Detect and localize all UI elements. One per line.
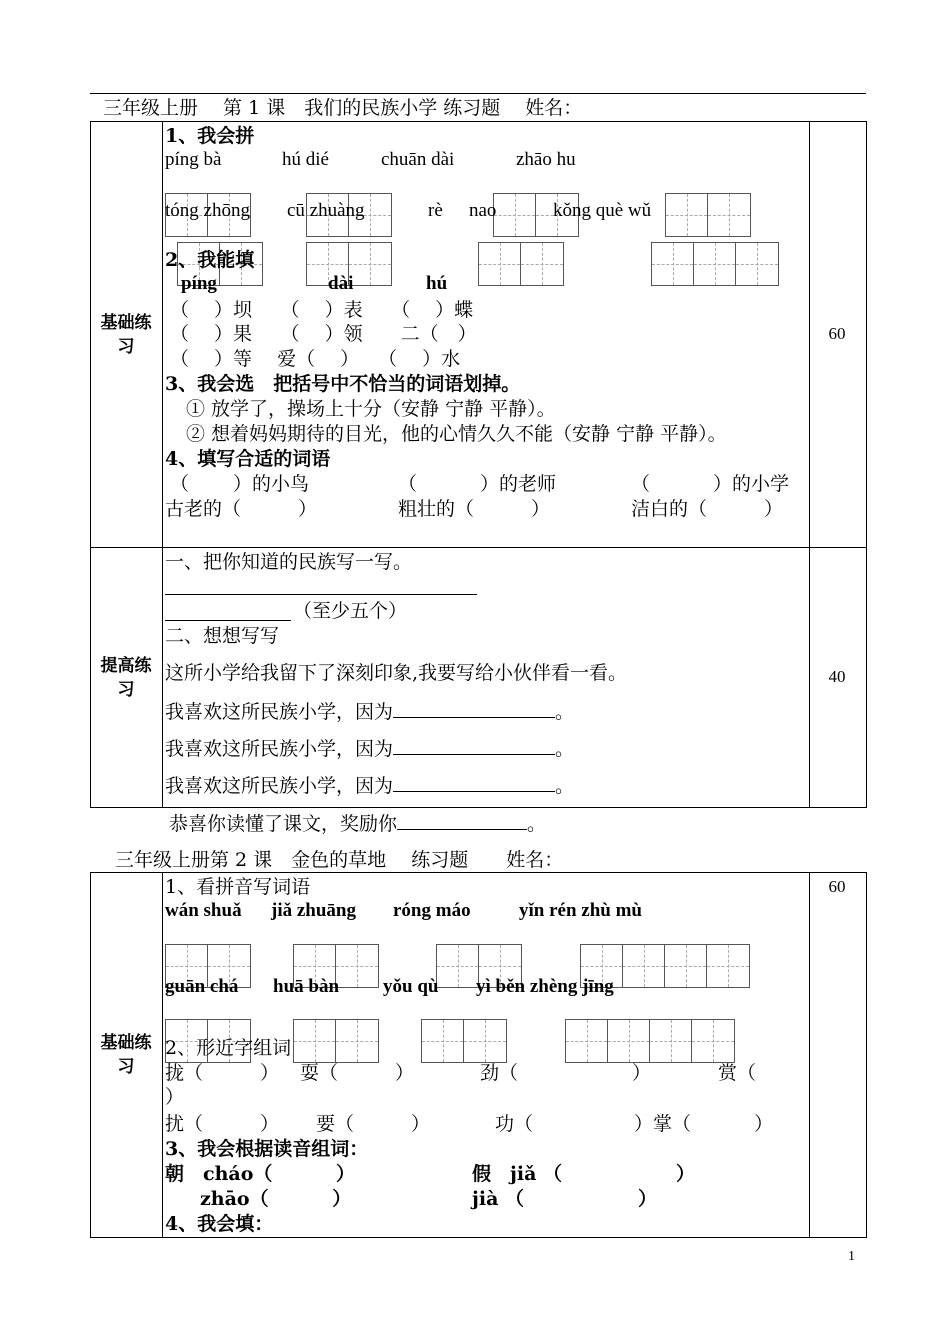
fill-item: 耍（ ） <box>300 1062 415 1084</box>
lesson2-basic-label: 基础练习 <box>100 1033 152 1077</box>
pinyin-item: jiǎ zhuāng <box>271 900 356 921</box>
pinyin-item: guān chá <box>165 976 239 997</box>
sentence-end: 。 <box>555 701 575 723</box>
sentence-stem: 我喜欢这所民族小学，因为 <box>165 701 394 723</box>
fill-item: 劲（ ） <box>480 1062 652 1084</box>
writing-grid[interactable] <box>651 242 779 286</box>
pinyin-item: róng máo <box>393 900 471 921</box>
pinyin-item: zhāo hu <box>516 149 576 170</box>
lesson2-header: 三年级上册第 2 课 金色的草地 练习题 姓名： <box>115 849 564 871</box>
sentence-stem: 我喜欢这所民族小学，因为 <box>165 738 394 760</box>
pinyin-item: yǐn rén zhù mù <box>519 900 642 921</box>
answer-line[interactable] <box>165 594 477 595</box>
pinyin-item: tóng zhōng <box>165 200 250 221</box>
pinyin-item: nao <box>469 200 497 221</box>
lesson2-q3-title: 3、我会根据读音组词： <box>165 1138 369 1160</box>
writing-grid[interactable] <box>293 1019 379 1063</box>
lesson2-q2-title: 2、形近字组词 <box>165 1037 292 1059</box>
lesson1-adv1-title: 一、把你知道的民族写一写。 <box>165 551 413 573</box>
answer-line[interactable] <box>393 699 555 718</box>
fill-item: 功（ ）掌（ ） <box>495 1113 774 1135</box>
pinyin-item: kǒng què wǔ <box>553 200 652 221</box>
fill-line: （ ）等 爱（ ） （ ）水 <box>170 348 461 370</box>
fill-item: 洁白的（ ） <box>631 498 784 520</box>
pinyin-item: chuān dài <box>381 149 455 170</box>
fill-item: （ ）的小学 <box>631 473 790 495</box>
reward-text: 恭喜你读懂了课文，奖励你 <box>169 813 398 835</box>
pinyin-item: hú dié <box>282 149 329 170</box>
sentence-stem: 我喜欢这所民族小学，因为 <box>165 775 394 797</box>
pinyin-item: wán shuǎ <box>165 900 242 921</box>
sentence-end: 。 <box>555 775 575 797</box>
fill-item: 假 jiǎ （ ） <box>472 1163 696 1185</box>
answer-line[interactable] <box>393 736 555 755</box>
lesson2-q4-title: 4、我会填： <box>165 1213 274 1235</box>
lesson1-q4-title: 4、填写合适的词语 <box>165 448 331 470</box>
fill-item: 拢（ ） <box>165 1062 280 1084</box>
pinyin-item: yǒu qù <box>383 976 439 997</box>
pinyin-item: rè <box>428 200 443 221</box>
lesson1-adv1-hint: （至少五个） <box>293 600 408 622</box>
fill-item: 赏（ <box>718 1062 757 1084</box>
writing-grid[interactable] <box>421 1019 507 1063</box>
fill-item: jià （ ） <box>472 1188 658 1210</box>
fill-item: ） <box>165 1086 185 1108</box>
fill-item: zhāo（ ） <box>181 1188 352 1210</box>
fill-item: 粗壮的（ ） <box>398 498 551 520</box>
lesson1-q2-title: 2、我能填 <box>165 249 255 271</box>
fill-item: （ ）的老师 <box>398 473 557 495</box>
choice-item: ① 放学了，操场上十分（安静 宁静 平静）。 <box>186 398 556 420</box>
lesson1-adv-label: 提高练习 <box>100 656 152 700</box>
fill-item: 扰（ ） <box>165 1113 280 1135</box>
lesson2-basic-score: 60 <box>828 877 846 896</box>
lesson1-q1-title: 1、我会拼 <box>165 125 255 147</box>
writing-grid[interactable] <box>478 242 564 286</box>
lesson1-adv2-intro: 这所小学给我留下了深刻印象,我要写给小伙伴看一看。 <box>165 662 628 684</box>
pinyin-item: dài <box>328 273 354 294</box>
pinyin-item: píng bà <box>165 149 222 170</box>
pinyin-item: huā bàn <box>273 976 340 997</box>
choice-item: ② 想着妈妈期待的目光，他的心情久久不能（安静 宁静 平静）。 <box>186 423 727 445</box>
lesson2-q1-title: 1、看拼音写词语 <box>165 876 311 898</box>
fill-line: （ ）果 （ ）领 二（ ） <box>170 323 477 345</box>
sentence-end: 。 <box>555 738 575 760</box>
lesson1-adv-score: 40 <box>828 667 846 686</box>
reward-end: 。 <box>527 813 547 835</box>
lesson1-header: 三年级上册 第 1 课 我们的民族小学 练习题 姓名： <box>103 97 583 119</box>
answer-line[interactable] <box>165 620 291 621</box>
fill-item: 朝 cháo（ ） <box>165 1163 355 1185</box>
writing-grid[interactable] <box>565 1019 735 1063</box>
lesson1-q3-title: 3、我会选 把括号中不恰当的词语划掉。 <box>165 373 521 395</box>
pinyin-item: yì běn zhèng jīng <box>476 976 614 997</box>
fill-item: （ ）的小鸟 <box>170 473 310 495</box>
fill-line: （ ）坝 （ ）表 （ ）蝶 <box>170 299 474 321</box>
answer-line[interactable] <box>397 811 527 830</box>
writing-grid[interactable] <box>665 193 751 237</box>
pinyin-item: hú <box>426 273 448 294</box>
fill-item: 古老的（ ） <box>165 498 318 520</box>
pinyin-item: cū zhuàng <box>287 200 365 221</box>
fill-item: 要（ ） <box>316 1113 431 1135</box>
lesson1-adv2-title: 二、想想写写 <box>165 625 280 647</box>
pinyin-item: píng <box>181 273 217 294</box>
answer-line[interactable] <box>393 773 555 792</box>
lesson1-basic-label: 基础练习 <box>100 313 152 357</box>
lesson1-basic-score: 60 <box>828 324 846 343</box>
page-number: 1 <box>848 1249 855 1264</box>
